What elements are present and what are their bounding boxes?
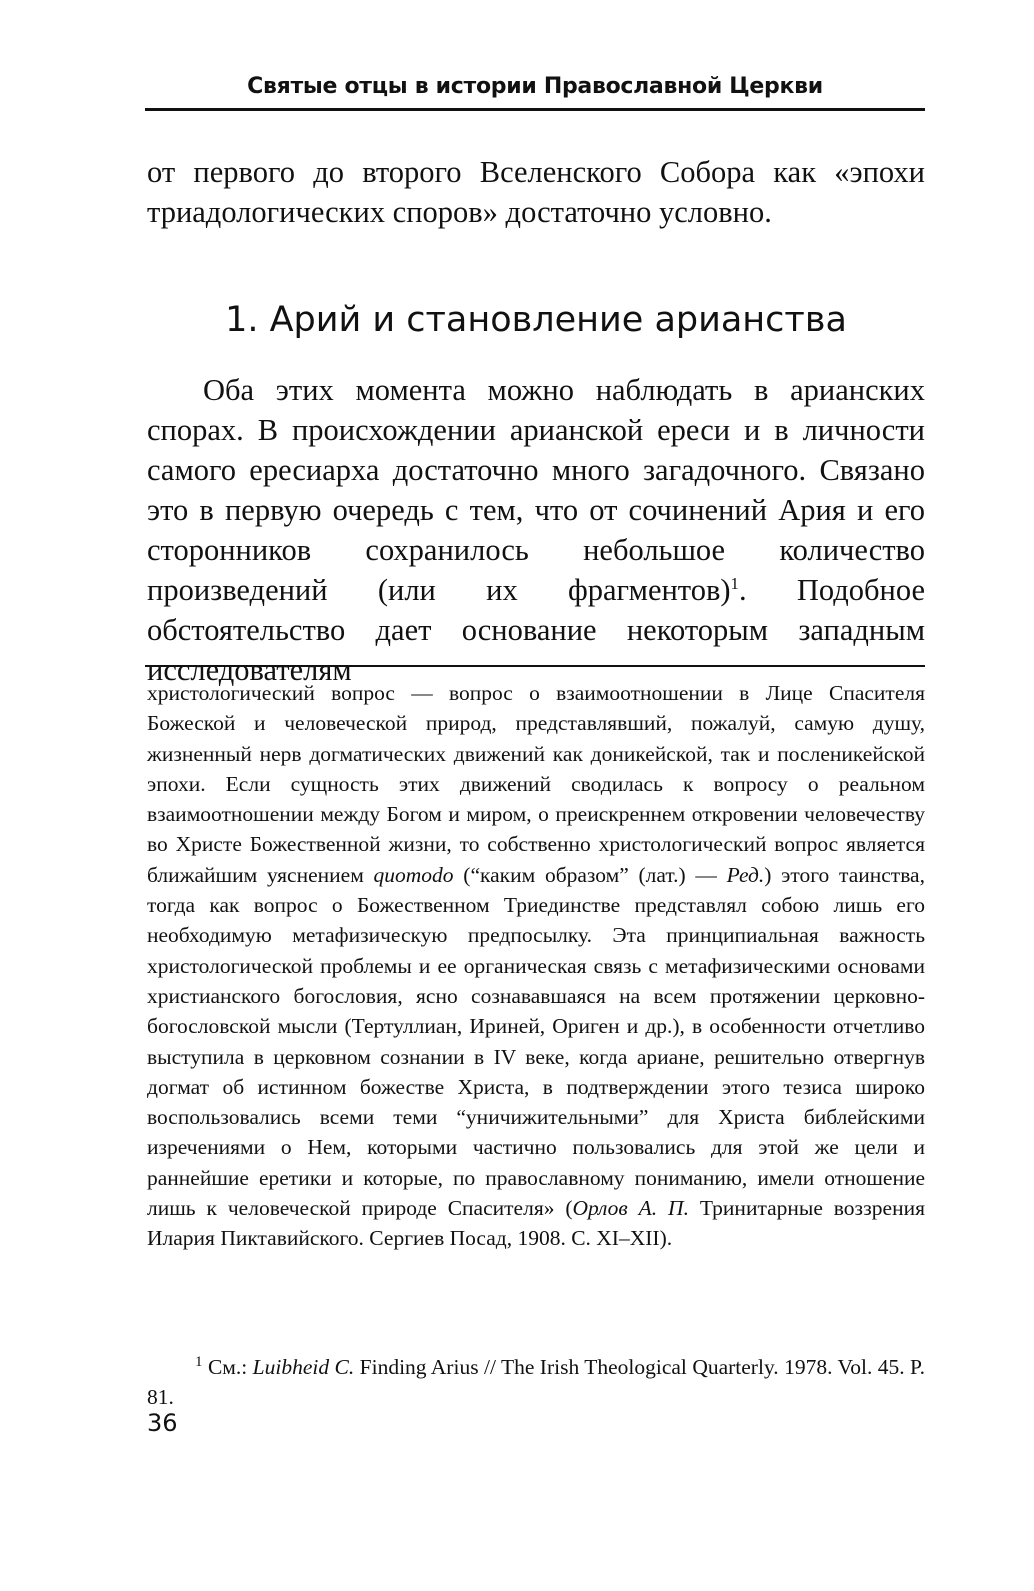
footnote-1-marker: 1 xyxy=(195,1353,203,1370)
footnote-continued-text: христологический вопрос — вопрос о взаимоотношении в Лице Спасителя Божеской и человеческой природ, представлявший, пожалуй, самую душу, жизненный нерв догматических движений как доникейской, так и посленикейской эпохи. Если сущность этих движений сводилась к вопросу о реальном взаимоотношении между Богом и миром, о преискреннем откровении человечеству во Христе Божественной жизни, то собственно христологический вопрос является ближайшим уяснением xyxy=(147,681,925,887)
footnote-1-citation: Finding Arius // The Irish Theological Quarterly. 1978. Vol. 45. P. 81. xyxy=(147,1355,925,1410)
footnote-italic-term: quomodo xyxy=(373,862,454,887)
section-heading: 1. Арий и становление арианства xyxy=(225,300,847,340)
footnote-continued-text: Тринитарные воззрения Илария Пиктавийского. Сергиев Посад, 1908. С. XI–XII). xyxy=(147,1196,925,1251)
footnote-continued-text: (“каким образом” (лат.) — xyxy=(453,862,727,887)
paragraph-1-text: Оба этих момента можно наблюдать в арианских спорах. В происхождении арианской ереси и в личности самого ересиарха достаточно много загадочного. Связано это в первую очередь с тем, что от сочинений Ария и его сторонников сохранилось небольшое количество произведений (или их фрагментов) xyxy=(147,373,925,607)
footnote-1-prefix: См.: xyxy=(202,1355,253,1379)
paragraph-1 xyxy=(147,370,925,690)
running-header: Святые отцы в истории Православной Церкви xyxy=(247,74,823,99)
footnote-rule xyxy=(145,665,925,667)
paragraph-1-text-end: . Подобное обстоятельство дает основание некоторым западным исследователям xyxy=(147,573,926,687)
continuation-paragraph: от первого до второго Вселенского Собора как «эпохи триадологических споров» достаточно условно. xyxy=(147,155,925,229)
page-number: 36 xyxy=(147,1409,178,1437)
header-rule xyxy=(145,108,925,111)
footnote-author-name: Орлов А. П. xyxy=(572,1196,689,1221)
footnote-editor-note: Ред. xyxy=(726,862,765,887)
footnote-1 xyxy=(147,1352,925,1413)
footnote-continued-text: ) этого таинства, тогда как вопрос о Божественном Триединстве представлял собою лишь его необходимую метафизическую предпосылку. Эта принципиальная важность христологической проблемы и ее органическая связь с метафизическими основами христианского богословия, ясно сознававшаяся на всем протяжении церковно-богословской мысли (Тертуллиан, Ириней, Ориген и др.), в особенности отчетливо выступила в церковном сознании в IV веке, когда ариане, решительно отвергнув догмат об истинном божестве Христа, в подтверждении этого тезиса широко воспользовались всеми теми “уничижительными” для Христа библейскими изречениями о Нем, которыми частично пользовались для этой же цели и раннейшие еретики и которые, по православному пониманию, имели отношение лишь к человеческой природе Спасителя» ( xyxy=(147,862,925,1221)
footnote-reference-1: 1 xyxy=(730,573,739,593)
footnote-continued xyxy=(147,678,925,1254)
footnote-1-author: Luibheid C. xyxy=(252,1355,355,1379)
